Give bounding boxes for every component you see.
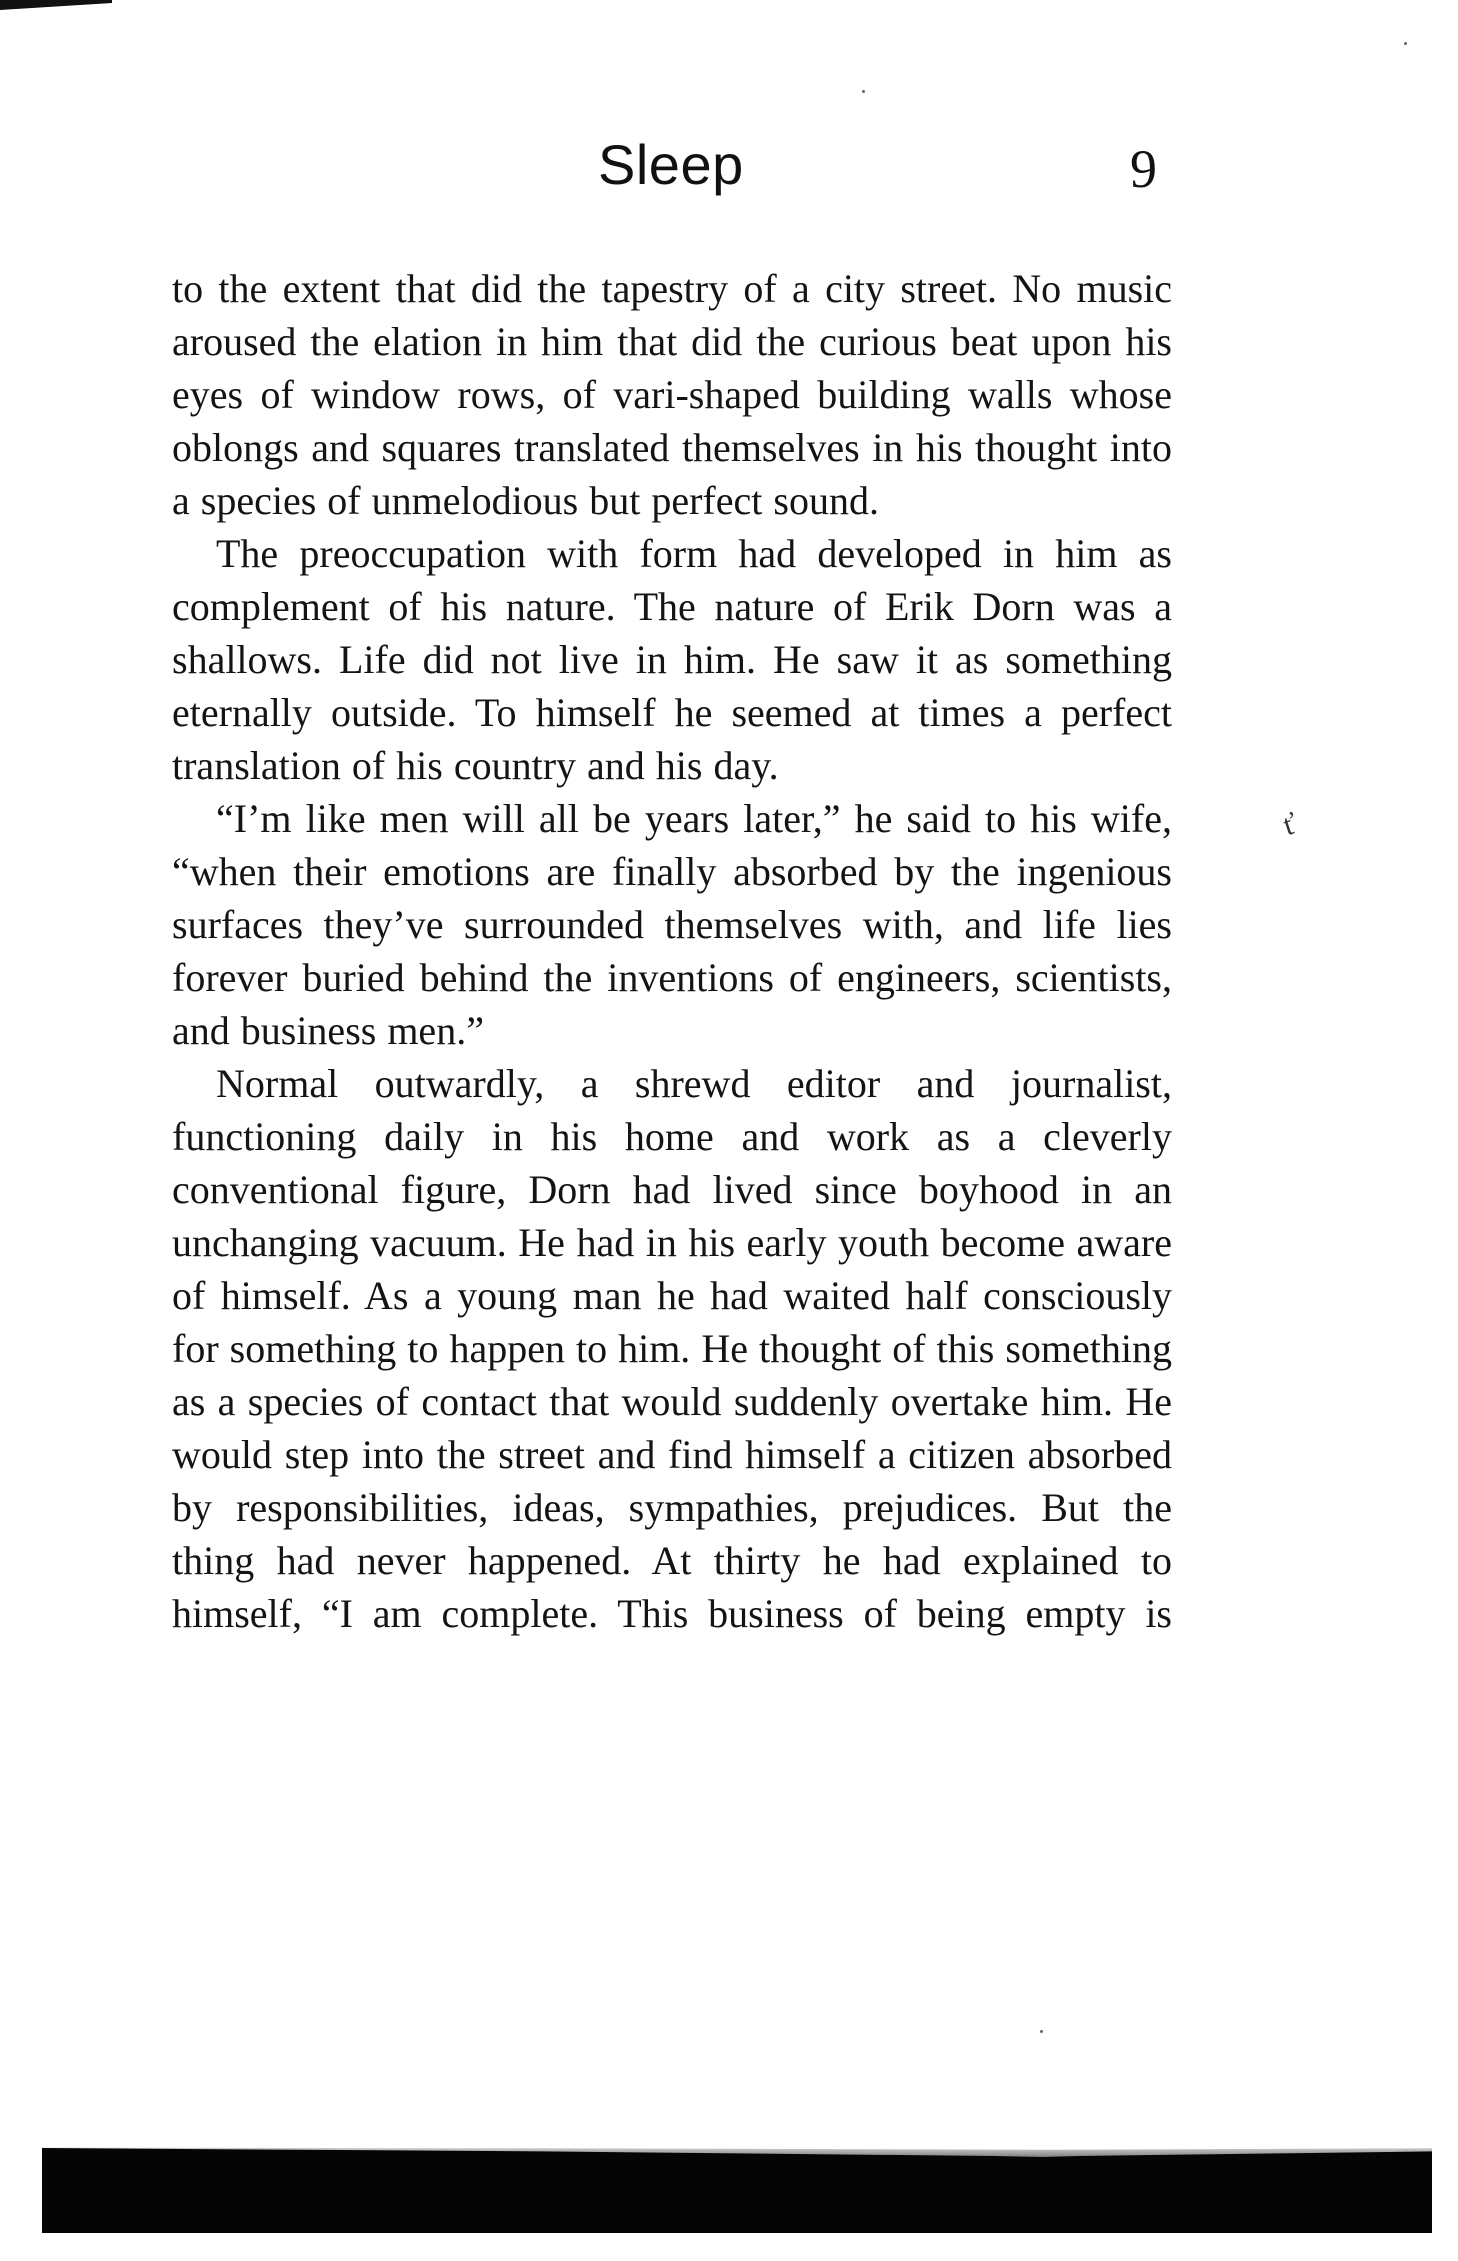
body-text <box>172 262 1172 1640</box>
scan-speck <box>1040 2030 1043 2033</box>
paragraph-3: “I’m like men will all be years later,” he said to his wife, “when their emotions are finally absorbed by the ingenious surfaces they’ve surrounded themselves with, and life lies forever buried behind the inventions of engineers, scientists, and business men.” <box>172 796 1172 1053</box>
scan-edge-mark <box>0 0 112 10</box>
running-head <box>0 130 1458 200</box>
paragraph-2: The preoccupation with form had developed in him as complement of his nature. The nature of Erik Dorn was a shallows. Life did not live in him. He saw it as something eternally outside. To himself he seemed at times a perfect translation of his country and his day. <box>172 531 1172 788</box>
running-head-title: Sleep <box>598 133 744 196</box>
scan-bottom-shadow <box>42 2148 1432 2233</box>
paragraph-4: Normal outwardly, a shrewd editor and journalist, functioning daily in his home and work as a cleverly conventional figure, Dorn had lived since boyhood in an unchanging vacuum. He had in his early youth become aware of himself. As a young man he had waited half consciously for something to happen to him. He thought of this something as a species of contact that would suddenly overtake him. He would step into the street and find himself a citizen absorbed by responsibilities, ideas, sympathies, prejudices. But the thing had never happened. At thirty he had explained to himself, “I am complete. This business of being empty is <box>172 1061 1172 1636</box>
page-number: 9 <box>1130 139 1157 199</box>
scan-speck <box>862 90 865 93</box>
paragraph-1: to the extent that did the tapestry of a city street. No music aroused the elation in him that did the curious beat upon his eyes of window rows, of vari-shaped building walls whose oblongs and squares translated themselves in his thought into a species of unmelodious but perfect sound. <box>172 266 1172 523</box>
margin-pencil-mark: ť <box>1279 806 1302 843</box>
scan-speck <box>1404 42 1407 45</box>
